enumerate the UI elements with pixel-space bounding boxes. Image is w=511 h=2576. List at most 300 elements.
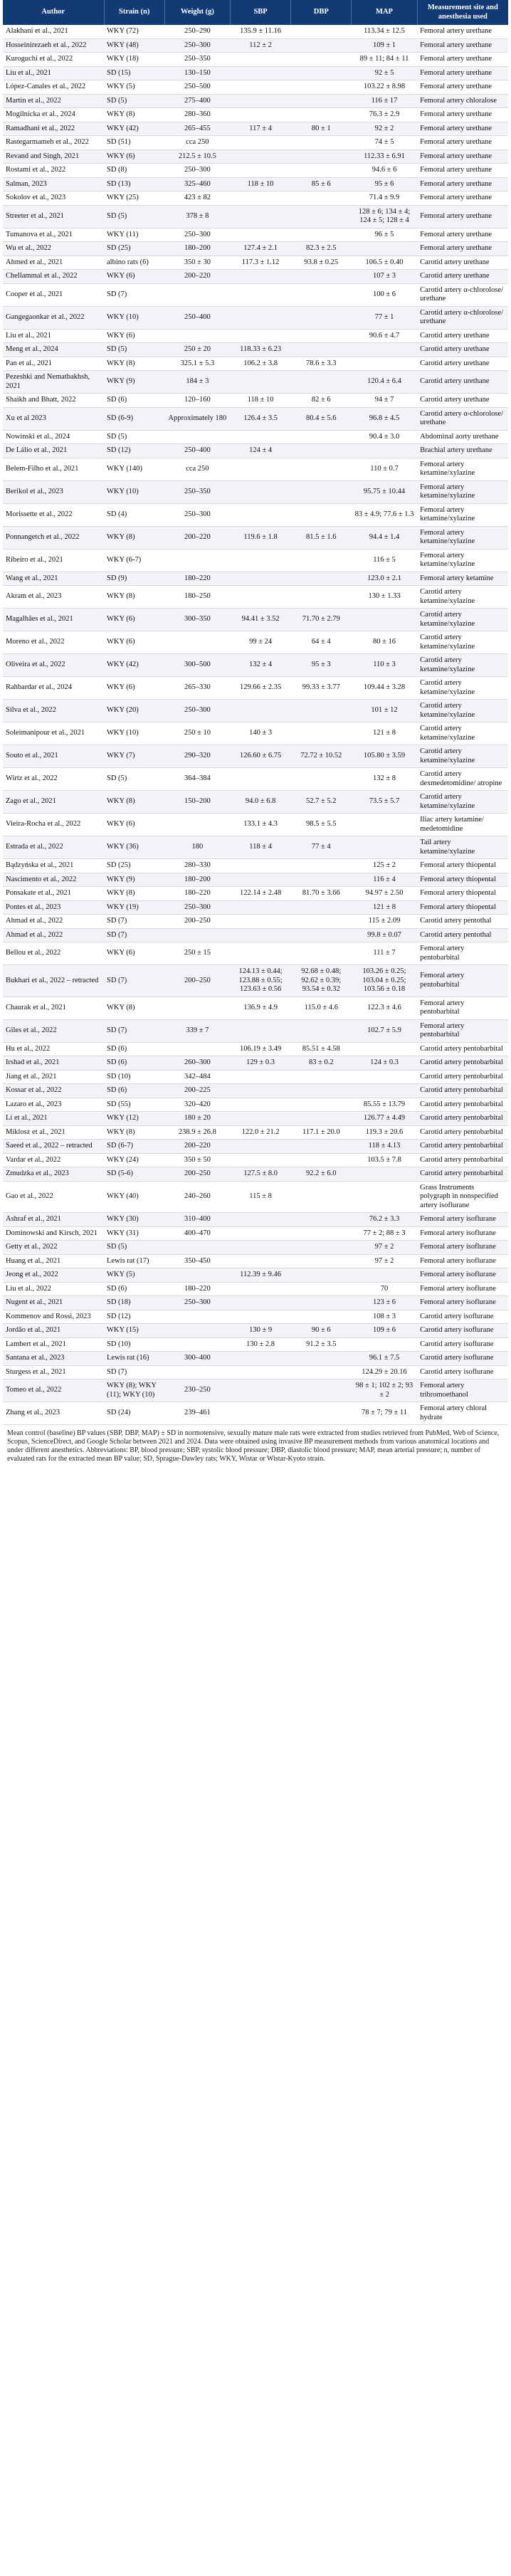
sbp-cell: 122.14 ± 2.48 xyxy=(230,887,290,901)
author-cell: Lambert et al., 2021 xyxy=(3,1337,104,1352)
strain-cell: WKY (18) xyxy=(104,53,164,67)
map-cell: 112.33 ± 6.91 xyxy=(352,149,417,164)
dbp-cell xyxy=(291,586,352,609)
strain-cell: SD (6) xyxy=(104,1084,164,1098)
measurement-site-cell: Femoral artery isoflurane xyxy=(417,1213,508,1227)
table-row xyxy=(3,677,508,700)
dbp-cell xyxy=(291,1310,352,1324)
author-cell: Ahmad et al., 2022 xyxy=(3,915,104,929)
measurement-site-cell: Carotid artery urethane xyxy=(417,357,508,371)
map-cell xyxy=(352,444,417,458)
sbp-cell xyxy=(230,928,290,942)
strain-cell: WKY (6) xyxy=(104,631,164,654)
map-cell: 108 ± 3 xyxy=(352,1310,417,1324)
author-cell: Giles et al., 2022 xyxy=(3,1019,104,1042)
measurement-site-cell: Carotid artery pentobarbital xyxy=(417,1056,508,1071)
dbp-cell xyxy=(291,859,352,873)
map-cell: 109.44 ± 3.28 xyxy=(352,677,417,700)
strain-cell: WKY (6) xyxy=(104,609,164,631)
table-row xyxy=(3,80,508,95)
dbp-cell: 80.4 ± 5.6 xyxy=(291,407,352,430)
author-cell: Jiang et al., 2021 xyxy=(3,1070,104,1084)
map-cell xyxy=(352,1268,417,1283)
strain-cell: WKY (6) xyxy=(104,942,164,965)
sbp-cell xyxy=(230,1365,290,1379)
author-cell: Wu et al., 2022 xyxy=(3,242,104,256)
author-cell: Bądzyńska et al., 2021 xyxy=(3,859,104,873)
measurement-site-cell: Femoral artery isoflurane xyxy=(417,1282,508,1296)
measurement-site-cell: Femoral artery urethane xyxy=(417,205,508,228)
measurement-site-cell: Iliac artery ketamine/ medetomidine xyxy=(417,814,508,836)
table-row xyxy=(3,1365,508,1379)
table-row xyxy=(3,1125,508,1140)
strain-cell: SD (6) xyxy=(104,1042,164,1056)
map-cell: 121 ± 8 xyxy=(352,900,417,915)
author-cell: Moreno et al., 2022 xyxy=(3,631,104,654)
measurement-site-cell: Femoral artery isoflurane xyxy=(417,1296,508,1310)
author-cell: Saeed et al., 2022 – retracted xyxy=(3,1140,104,1154)
measurement-site-cell: Femoral artery urethane xyxy=(417,25,508,38)
weight-cell: cca 250 xyxy=(164,136,230,150)
dbp-cell xyxy=(291,722,352,745)
weight-cell xyxy=(164,1268,230,1283)
table-row xyxy=(3,256,508,270)
weight-cell: 310–400 xyxy=(164,1213,230,1227)
measurement-site-cell: Carotid artery ketamine/xylazine xyxy=(417,791,508,814)
table-row xyxy=(3,407,508,430)
measurement-site-cell: Carotid artery α-chlorolose/ urethane xyxy=(417,306,508,329)
author-cell: López-Canales et al., 2022 xyxy=(3,80,104,95)
sbp-cell xyxy=(230,1140,290,1154)
map-cell: 107 ± 3 xyxy=(352,270,417,284)
table-row xyxy=(3,480,508,503)
measurement-site-cell: Carotid artery ketamine/xylazine xyxy=(417,745,508,768)
measurement-site-cell: Femoral artery isoflurane xyxy=(417,1268,508,1283)
sbp-cell: 99 ± 24 xyxy=(230,631,290,654)
weight-cell xyxy=(164,329,230,343)
table-row xyxy=(3,53,508,67)
author-cell: Gangegaonkar et al., 2022 xyxy=(3,306,104,329)
strain-cell: WKY (9) xyxy=(104,371,164,394)
author-cell: Ramadhani et al., 2022 xyxy=(3,122,104,136)
measurement-site-cell: Carotid artery isoflurane xyxy=(417,1324,508,1338)
weight-cell: 184 ± 3 xyxy=(164,371,230,394)
weight-cell xyxy=(164,549,230,572)
table-body xyxy=(3,25,508,1425)
dbp-cell xyxy=(291,1084,352,1098)
measurement-site-cell: Femoral artery urethane xyxy=(417,136,508,150)
weight-cell xyxy=(164,1241,230,1255)
table-row xyxy=(3,1042,508,1056)
sbp-cell xyxy=(230,306,290,329)
measurement-site-cell: Femoral artery ketamine xyxy=(417,572,508,586)
sbp-cell: 118 ± 10 xyxy=(230,394,290,408)
dbp-cell xyxy=(291,283,352,306)
strain-cell: SD (5-6) xyxy=(104,1167,164,1182)
table-row xyxy=(3,1379,508,1402)
map-cell: 90.6 ± 4.7 xyxy=(352,329,417,343)
sbp-cell xyxy=(230,1019,290,1042)
sbp-cell xyxy=(230,430,290,444)
map-cell: 116 ± 17 xyxy=(352,94,417,108)
dbp-cell xyxy=(291,306,352,329)
strain-cell: Lewis rat (16) xyxy=(104,1352,164,1366)
table-row xyxy=(3,526,508,549)
sbp-cell xyxy=(230,136,290,150)
strain-cell: SD (15) xyxy=(104,66,164,80)
sbp-cell xyxy=(230,768,290,791)
sbp-cell: 106.19 ± 3.49 xyxy=(230,1042,290,1056)
weight-cell: 250–300 xyxy=(164,700,230,722)
column-header: Weight (g) xyxy=(164,0,230,25)
weight-cell: 364–384 xyxy=(164,768,230,791)
measurement-site-cell: Carotid artery ketamine/xylazine xyxy=(417,700,508,722)
strain-cell: SD (6-7) xyxy=(104,1140,164,1154)
map-cell: 92 ± 5 xyxy=(352,66,417,80)
strain-cell: SD (5) xyxy=(104,94,164,108)
dbp-cell xyxy=(291,444,352,458)
dbp-cell xyxy=(291,942,352,965)
strain-cell: WKY (7) xyxy=(104,745,164,768)
table-container xyxy=(3,0,508,1463)
map-cell xyxy=(352,1181,417,1213)
table-row xyxy=(3,814,508,836)
strain-cell: WKY (11) xyxy=(104,228,164,242)
table-row xyxy=(3,38,508,53)
dbp-cell xyxy=(291,1282,352,1296)
table-row xyxy=(3,1296,508,1310)
measurement-site-cell: Femoral artery urethane xyxy=(417,228,508,242)
author-cell: Tumanova et al., 2021 xyxy=(3,228,104,242)
author-cell: Meng et al., 2024 xyxy=(3,343,104,357)
table-row xyxy=(3,1181,508,1213)
dbp-cell xyxy=(291,928,352,942)
author-cell: Shaikh and Bhatt, 2022 xyxy=(3,394,104,408)
weight-cell: 339 ± 7 xyxy=(164,1019,230,1042)
measurement-site-cell: Femoral artery urethane xyxy=(417,108,508,122)
weight-cell: 239–461 xyxy=(164,1402,230,1425)
author-cell: Nascimento et al., 2022 xyxy=(3,873,104,887)
author-cell: Ahmed et al., 2021 xyxy=(3,256,104,270)
strain-cell: SD (13) xyxy=(104,177,164,191)
author-cell: Getty et al., 2022 xyxy=(3,1241,104,1255)
table-row xyxy=(3,122,508,136)
weight-cell: 350 ± 50 xyxy=(164,1153,230,1167)
author-cell: Souto et al., 2021 xyxy=(3,745,104,768)
sbp-cell: 122.0 ± 21.2 xyxy=(230,1125,290,1140)
table-row xyxy=(3,1254,508,1268)
weight-cell: 200–250 xyxy=(164,965,230,997)
table-row xyxy=(3,458,508,480)
author-cell: Miklosz et al., 2021 xyxy=(3,1125,104,1140)
table-footnote: Mean control (baseline) BP values (SBP, DBP, MAP) ± SD in normotensive, sexually mature male rats were extracted from studies retrieved from PubMed, Web of Science, Scopus, ScienceDirect, and Google Scholar between 2021 and 2024. Data were obtained using invasive BP measurement methods from various anatomical locations and under different anesthetics. Abbreviations: BP, blood pressure; SBP, systolic blood pressure; DBP, diastolic blood pressure; MAP, mean arterial pressure; n, number of evaluated rats for the extracted mean BP value; SD, Sprague-Dawley rats; WKY, Wistar or Wistar-Kyoto strain. xyxy=(7,1429,500,1463)
table-row xyxy=(3,997,508,1019)
author-cell: Rahbardar et al., 2024 xyxy=(3,677,104,700)
sbp-cell: 124 ± 4 xyxy=(230,444,290,458)
dbp-cell: 91.2 ± 3.5 xyxy=(291,1337,352,1352)
map-cell: 70 xyxy=(352,1282,417,1296)
measurement-site-cell: Femoral artery urethane xyxy=(417,122,508,136)
strain-cell: WKY (8) xyxy=(104,586,164,609)
author-cell: Irshad et al., 2021 xyxy=(3,1056,104,1071)
strain-cell: WKY (8) xyxy=(104,887,164,901)
measurement-site-cell: Femoral artery urethane xyxy=(417,191,508,206)
strain-cell: SD (12) xyxy=(104,1310,164,1324)
weight-cell xyxy=(164,997,230,1019)
measurement-site-cell: Carotid artery urethane xyxy=(417,329,508,343)
measurement-site-cell: Carotid artery urethane xyxy=(417,270,508,284)
measurement-site-cell: Carotid artery pentobarbital xyxy=(417,1084,508,1098)
dbp-cell xyxy=(291,149,352,164)
table-row xyxy=(3,928,508,942)
sbp-cell xyxy=(230,1402,290,1425)
author-cell: Streeter et al., 2021 xyxy=(3,205,104,228)
sbp-cell xyxy=(230,1098,290,1112)
author-cell: Li et al., 2021 xyxy=(3,1112,104,1126)
table-row xyxy=(3,94,508,108)
measurement-site-cell: Carotid artery pentobarbital xyxy=(417,1125,508,1140)
table-row xyxy=(3,631,508,654)
sbp-cell xyxy=(230,1254,290,1268)
author-cell: Oliveira et al., 2022 xyxy=(3,654,104,677)
weight-cell: 200–250 xyxy=(164,1167,230,1182)
sbp-cell xyxy=(230,108,290,122)
sbp-cell xyxy=(230,458,290,480)
weight-cell: 250–300 xyxy=(164,164,230,178)
strain-cell: SD (6-9) xyxy=(104,407,164,430)
table-row xyxy=(3,700,508,722)
measurement-site-cell: Femoral artery urethane xyxy=(417,149,508,164)
weight-cell: 300–400 xyxy=(164,1352,230,1366)
table-row xyxy=(3,177,508,191)
weight-cell: 300–350 xyxy=(164,609,230,631)
table-row xyxy=(3,394,508,408)
map-cell: 124 ± 0.3 xyxy=(352,1056,417,1071)
measurement-site-cell: Femoral artery tribromoethanol xyxy=(417,1379,508,1402)
dbp-cell xyxy=(291,572,352,586)
map-cell: 76.2 ± 3.3 xyxy=(352,1213,417,1227)
map-cell: 96.8 ± 4.5 xyxy=(352,407,417,430)
table-row xyxy=(3,242,508,256)
author-cell: Zmudzka et al., 2023 xyxy=(3,1167,104,1182)
measurement-site-cell: Femoral artery thiopental xyxy=(417,900,508,915)
author-cell: Sokolov et al., 2023 xyxy=(3,191,104,206)
author-cell: Ashraf et al., 2021 xyxy=(3,1213,104,1227)
map-cell: 85.55 ± 13.79 xyxy=(352,1098,417,1112)
measurement-site-cell: Carotid artery isoflurane xyxy=(417,1365,508,1379)
dbp-cell xyxy=(291,1226,352,1241)
table-row xyxy=(3,572,508,586)
dbp-cell xyxy=(291,1098,352,1112)
weight-cell: 250–350 xyxy=(164,480,230,503)
weight-cell xyxy=(164,1365,230,1379)
dbp-cell xyxy=(291,136,352,150)
table-row xyxy=(3,1282,508,1296)
dbp-cell xyxy=(291,205,352,228)
strain-cell: SD (4) xyxy=(104,503,164,526)
measurement-site-cell: Carotid artery pentobarbital xyxy=(417,1098,508,1112)
weight-cell: 280–360 xyxy=(164,108,230,122)
sbp-cell xyxy=(230,942,290,965)
sbp-cell xyxy=(230,80,290,95)
author-cell: Belem-Filho et al., 2021 xyxy=(3,458,104,480)
weight-cell xyxy=(164,631,230,654)
table-row xyxy=(3,549,508,572)
measurement-site-cell: Carotid artery isoflurane xyxy=(417,1310,508,1324)
author-cell: Magalhães et al., 2021 xyxy=(3,609,104,631)
dbp-cell xyxy=(291,94,352,108)
table-row xyxy=(3,609,508,631)
column-header: Author xyxy=(3,0,104,25)
map-cell: 113.34 ± 12.5 xyxy=(352,25,417,38)
dbp-cell xyxy=(291,1379,352,1402)
map-cell: 77 ± 2; 88 ± 3 xyxy=(352,1226,417,1241)
map-cell: 77 ± 1 xyxy=(352,306,417,329)
author-cell: Dominowski and Kirsch, 2021 xyxy=(3,1226,104,1241)
measurement-site-cell: Carotid artery ketamine/xylazine xyxy=(417,677,508,700)
map-cell: 130 ± 1.33 xyxy=(352,586,417,609)
dbp-cell: 77 ± 4 xyxy=(291,836,352,859)
measurement-site-cell: Carotid artery urethane xyxy=(417,343,508,357)
sbp-cell xyxy=(230,283,290,306)
dbp-cell: 92.2 ± 6.0 xyxy=(291,1167,352,1182)
measurement-site-cell: Carotid artery pentobarbital xyxy=(417,1167,508,1182)
table-row xyxy=(3,1070,508,1084)
strain-cell: WKY (6) xyxy=(104,677,164,700)
map-cell xyxy=(352,343,417,357)
sbp-cell xyxy=(230,94,290,108)
author-cell: Kommenov and Rossi, 2023 xyxy=(3,1310,104,1324)
table-row xyxy=(3,768,508,791)
weight-cell: Approximately 180 xyxy=(164,407,230,430)
strain-cell: WKY (15) xyxy=(104,1324,164,1338)
table-row xyxy=(3,228,508,242)
strain-cell: SD (18) xyxy=(104,1296,164,1310)
map-cell: 95.75 ± 10.44 xyxy=(352,480,417,503)
sbp-cell: 133.1 ± 4.3 xyxy=(230,814,290,836)
strain-cell: WKY (8) xyxy=(104,108,164,122)
table-row xyxy=(3,873,508,887)
map-cell: 73.5 ± 5.7 xyxy=(352,791,417,814)
author-cell: Lazaro et al., 2023 xyxy=(3,1098,104,1112)
sbp-cell xyxy=(230,1226,290,1241)
weight-cell xyxy=(164,928,230,942)
map-cell xyxy=(352,357,417,371)
table-row xyxy=(3,1084,508,1098)
map-cell: 96 ± 5 xyxy=(352,228,417,242)
measurement-site-cell: Carotid artery ketamine/xylazine xyxy=(417,654,508,677)
weight-cell xyxy=(164,1337,230,1352)
author-cell: Berikol et al., 2023 xyxy=(3,480,104,503)
measurement-site-cell: Femoral artery ketamine/xylazine xyxy=(417,503,508,526)
strain-cell: WKY (31) xyxy=(104,1226,164,1241)
table-row xyxy=(3,1167,508,1182)
map-cell: 94.4 ± 1.4 xyxy=(352,526,417,549)
weight-cell: 230–250 xyxy=(164,1379,230,1402)
weight-cell: 342–484 xyxy=(164,1070,230,1084)
measurement-site-cell: Femoral artery thiopental xyxy=(417,859,508,873)
author-cell: Gao et al., 2022 xyxy=(3,1181,104,1213)
author-cell: Martin et al., 2022 xyxy=(3,94,104,108)
weight-cell: 180 xyxy=(164,836,230,859)
weight-cell xyxy=(164,1324,230,1338)
weight-cell: 130–150 xyxy=(164,66,230,80)
map-cell xyxy=(352,242,417,256)
dbp-cell: 78.6 ± 3.3 xyxy=(291,357,352,371)
strain-cell: WKY (6) xyxy=(104,329,164,343)
weight-cell: 240–260 xyxy=(164,1181,230,1213)
table-row xyxy=(3,25,508,38)
weight-cell: 378 ± 8 xyxy=(164,205,230,228)
map-cell xyxy=(352,814,417,836)
dbp-cell xyxy=(291,1070,352,1084)
map-cell: 94.97 ± 2.50 xyxy=(352,887,417,901)
weight-cell: 250–350 xyxy=(164,53,230,67)
map-cell: 116 ± 4 xyxy=(352,873,417,887)
author-cell: Kuroguchi et al., 2022 xyxy=(3,53,104,67)
strain-cell: WKY (40) xyxy=(104,1181,164,1213)
map-cell: 103.5 ± 7.8 xyxy=(352,1153,417,1167)
map-cell: 98 ± 1; 102 ± 2; 93 ± 2 xyxy=(352,1379,417,1402)
table-row xyxy=(3,1019,508,1042)
dbp-cell: 92.68 ± 0.48; 92.62 ± 0.39; 93.54 ± 0.32 xyxy=(291,965,352,997)
strain-cell: WKY (5) xyxy=(104,80,164,95)
measurement-site-cell: Carotid artery α-chlorolose/ urethane xyxy=(417,407,508,430)
map-cell: 100 ± 6 xyxy=(352,283,417,306)
strain-cell: SD (10) xyxy=(104,1070,164,1084)
measurement-site-cell: Femoral artery urethane xyxy=(417,80,508,95)
strain-cell: SD (25) xyxy=(104,242,164,256)
weight-cell: 180–220 xyxy=(164,887,230,901)
strain-cell: WKY (19) xyxy=(104,900,164,915)
map-cell: 111 ± 7 xyxy=(352,942,417,965)
measurement-site-cell: Carotid artery pentobarbital xyxy=(417,1140,508,1154)
table-row xyxy=(3,329,508,343)
table-row xyxy=(3,357,508,371)
map-cell: 109 ± 6 xyxy=(352,1324,417,1338)
dbp-cell: 80 ± 1 xyxy=(291,122,352,136)
dbp-cell xyxy=(291,458,352,480)
table-row xyxy=(3,270,508,284)
strain-cell: SD (10) xyxy=(104,1337,164,1352)
author-cell: Estrada et al., 2022 xyxy=(3,836,104,859)
weight-cell: 300–500 xyxy=(164,654,230,677)
sbp-cell: 118 ± 10 xyxy=(230,177,290,191)
sbp-cell xyxy=(230,1379,290,1402)
dbp-cell xyxy=(291,1153,352,1167)
strain-cell: SD (24) xyxy=(104,1402,164,1425)
map-cell: 89 ± 11; 84 ± 11 xyxy=(352,53,417,67)
measurement-site-cell: Carotid artery urethane xyxy=(417,256,508,270)
map-cell: 95 ± 6 xyxy=(352,177,417,191)
map-cell: 76.3 ± 2.9 xyxy=(352,108,417,122)
measurement-site-cell: Femoral artery chloralose xyxy=(417,94,508,108)
dbp-cell xyxy=(291,228,352,242)
map-cell: 97 ± 2 xyxy=(352,1241,417,1255)
dbp-cell: 82.3 ± 2.5 xyxy=(291,242,352,256)
dbp-cell xyxy=(291,915,352,929)
measurement-site-cell: Carotid artery urethane xyxy=(417,371,508,394)
measurement-site-cell: Carotid artery pentobarbital xyxy=(417,1042,508,1056)
author-cell: Liu et al., 2021 xyxy=(3,66,104,80)
strain-cell: WKY (48) xyxy=(104,38,164,53)
author-cell: Silva et al., 2022 xyxy=(3,700,104,722)
map-cell: 71.4 ± 9.9 xyxy=(352,191,417,206)
weight-cell: 423 ± 82 xyxy=(164,191,230,206)
map-cell: 94 ± 7 xyxy=(352,394,417,408)
dbp-cell xyxy=(291,270,352,284)
strain-cell: WKY (8); WKY (11); WKY (10) xyxy=(104,1379,164,1402)
